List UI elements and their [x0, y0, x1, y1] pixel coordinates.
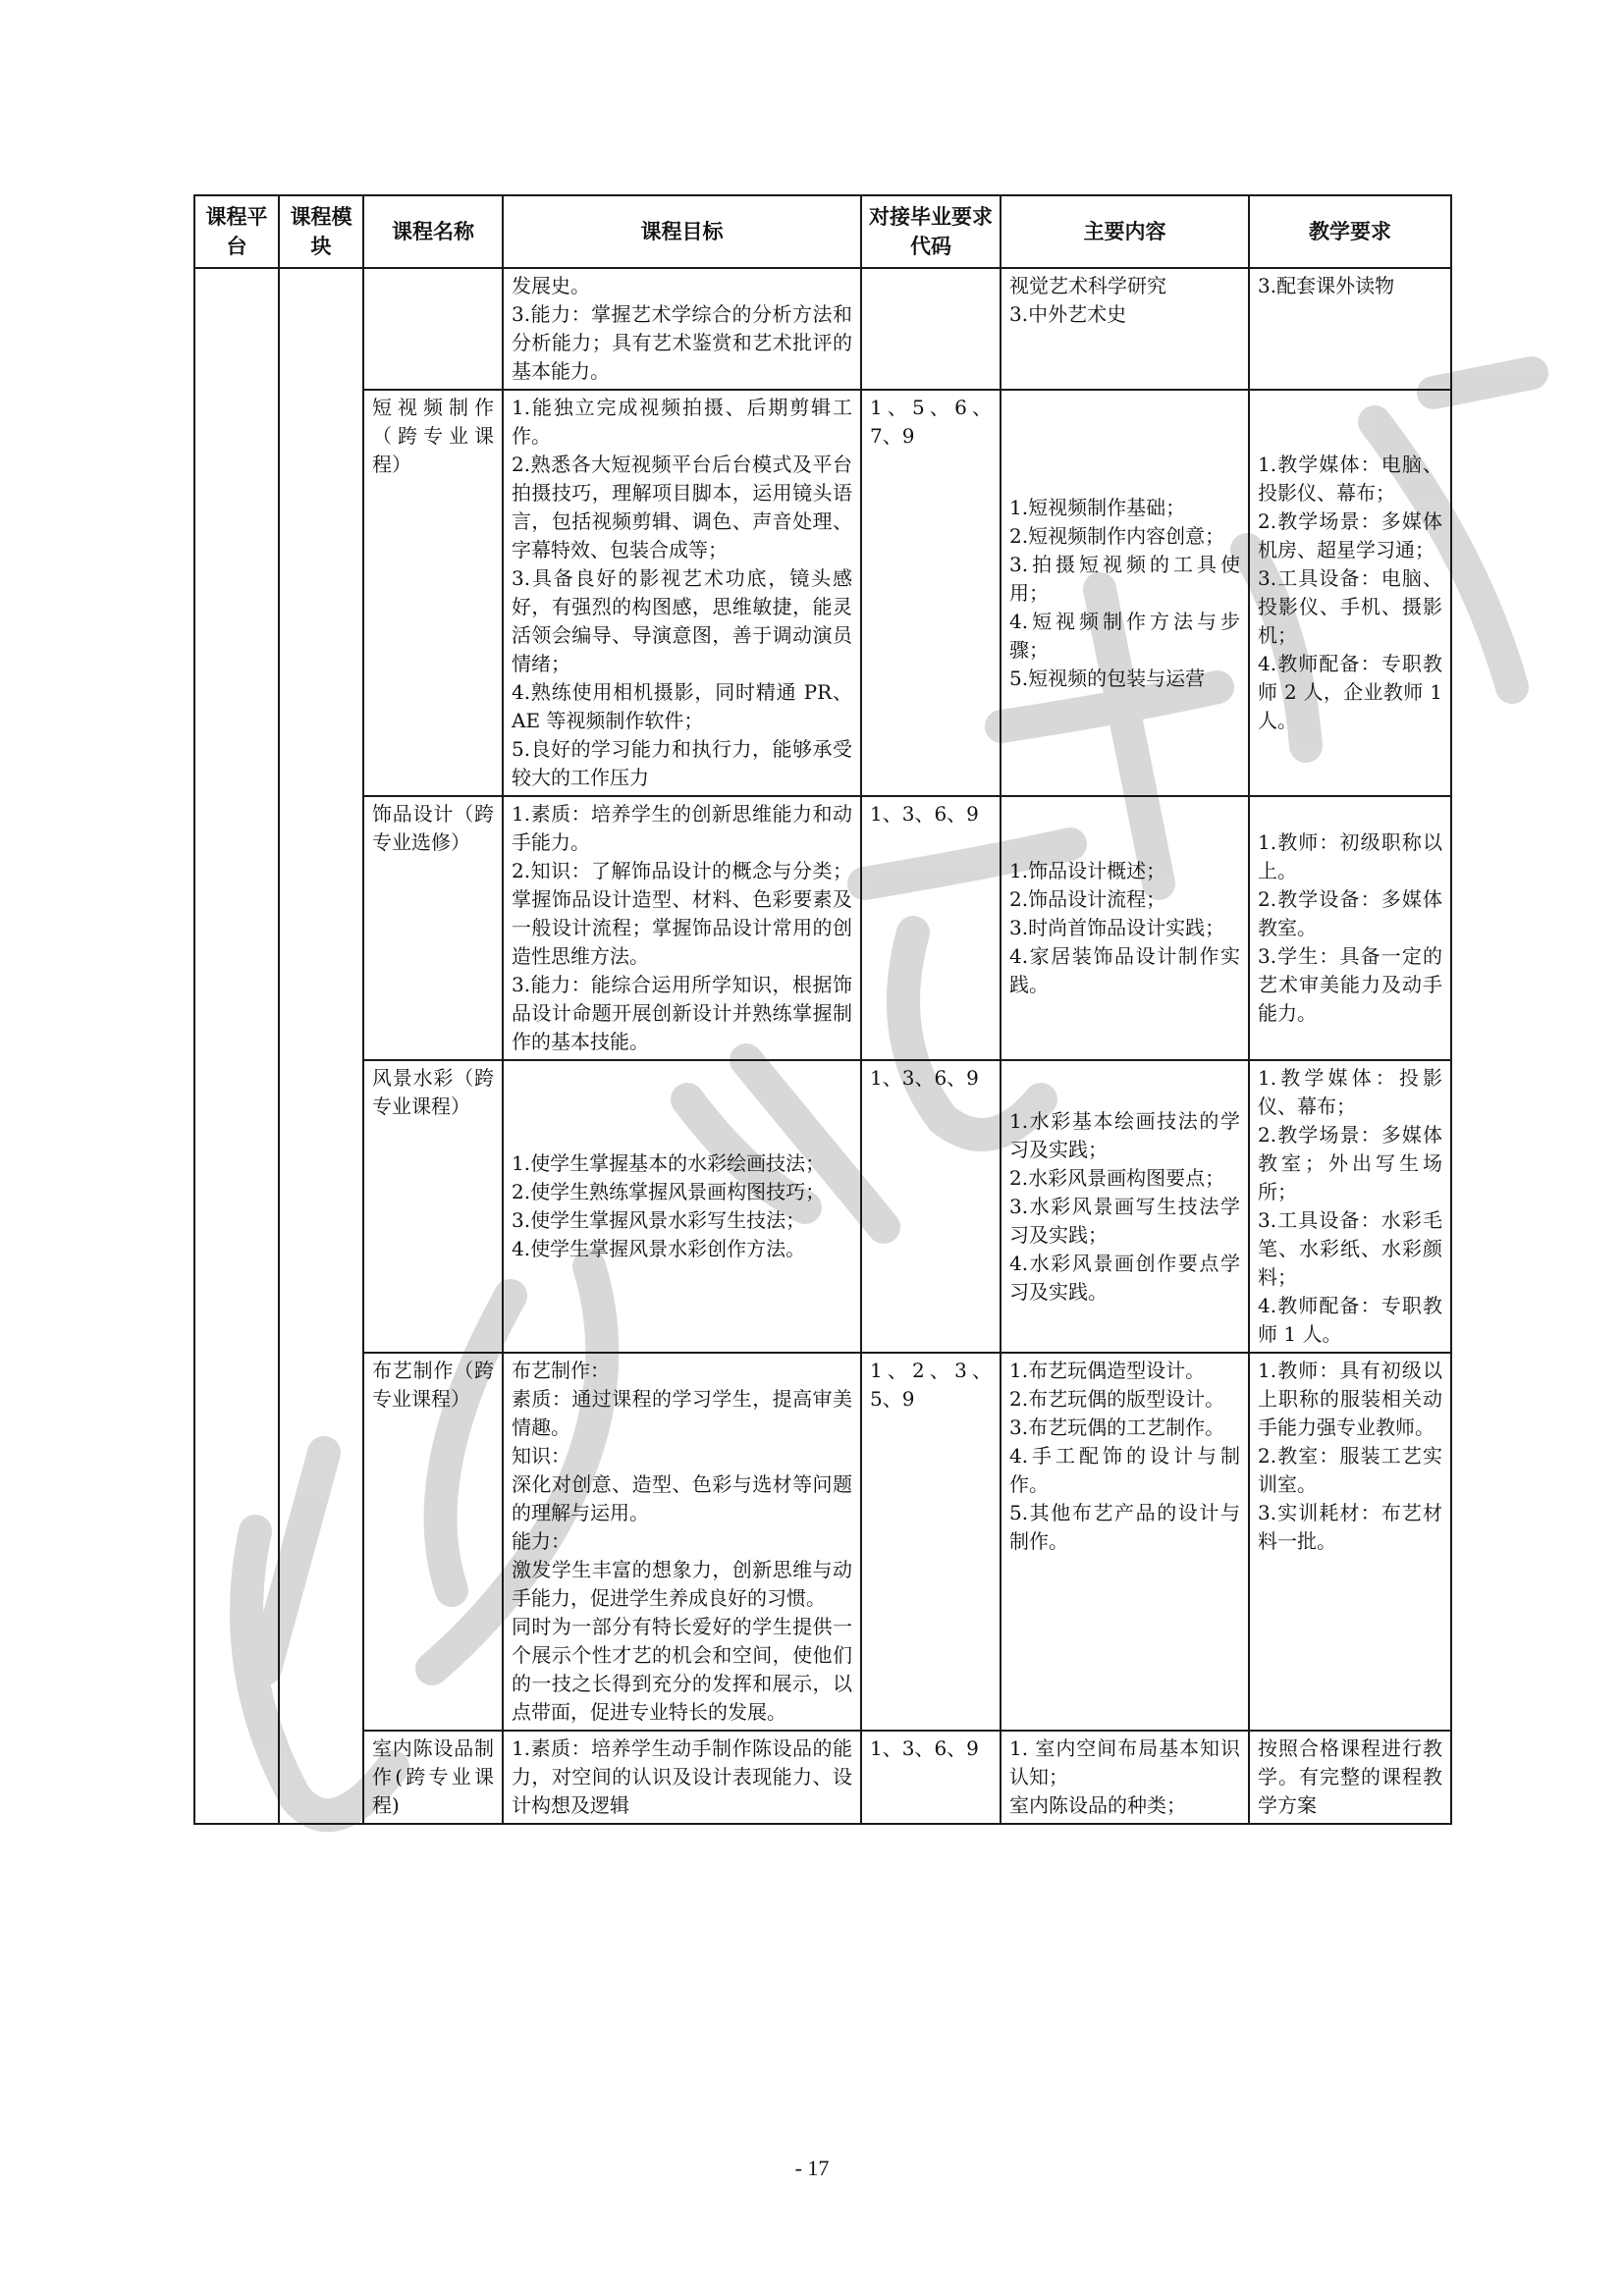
goal-line: 2.知识：了解饰品设计的概念与分类；掌握饰品设计造型、材料、色彩要素及一般设计流程；掌握饰品设计常用的创造性思维方法。: [512, 859, 852, 968]
goal-line: 能力：: [512, 1529, 570, 1553]
goal-line: 3.能力：能综合运用所学知识，根据饰品设计命题开展创新设计并熟练掌握制作的基本技能。: [512, 973, 852, 1053]
requirement-line: 2.教学场景：多媒体机房、超星学习通；: [1258, 509, 1442, 561]
goal-line: 3.具备良好的影视艺术功底，镜头感好，有强烈的构图感，思维敏捷，能灵活领会编导、导演意图，善于调动演员情绪；: [512, 566, 852, 675]
goal-cell: [503, 268, 861, 390]
requirement-line: 4.教师配备：专职教师 1 人。: [1258, 1294, 1442, 1346]
header-platform: 课程平台: [194, 195, 279, 268]
header-goal: 课程目标: [503, 195, 861, 268]
table-row: [194, 390, 1451, 796]
content-line: 5.其他布艺产品的设计与制作。: [1009, 1501, 1240, 1553]
code-cell: 1、3、6、9: [861, 1060, 1001, 1353]
header-requirement: 教学要求: [1249, 195, 1451, 268]
content-line: 5.短视频的包装与运营: [1009, 666, 1206, 690]
goal-line: 2.使学生熟练掌握风景画构图技巧；: [512, 1180, 826, 1203]
table-row: [194, 1353, 1451, 1731]
platform-cell: [194, 268, 279, 1824]
content-line: 2.布艺玩偶的版型设计。: [1009, 1387, 1225, 1411]
course-name-cell: 布艺制作（跨专业课程）: [363, 1353, 503, 1731]
content-line: 3.中外艺术史: [1009, 302, 1127, 326]
requirement-cell: [1249, 268, 1451, 390]
course-name-cell: 室内陈设品制作(跨专业课程): [363, 1731, 503, 1824]
code-cell: 1、3、6、9: [861, 796, 1001, 1060]
content-line: 1.水彩基本绘画技法的学习及实践；: [1009, 1108, 1240, 1161]
requirement-cell: [1249, 1060, 1451, 1353]
content-line: 1.饰品设计概述；: [1009, 859, 1166, 882]
requirement-line: 2.教室：服装工艺实训室。: [1258, 1444, 1442, 1496]
content-cell: [1001, 390, 1249, 796]
header-code: 对接毕业要求代码: [861, 195, 1001, 268]
header-content: 主要内容: [1001, 195, 1249, 268]
goal-line: 发展史。: [512, 274, 590, 297]
goal-line: 5.良好的学习能力和执行力，能够承受较大的工作压力: [512, 737, 852, 789]
content-line: 4.家居装饰品设计制作实践。: [1009, 944, 1240, 996]
requirement-line: 4.教师配备：专职教师 2 人，企业教师 1 人。: [1258, 652, 1442, 732]
requirement-line: 1.教学媒体：投影仪、幕布；: [1258, 1066, 1442, 1118]
requirement-line: 1.教学媒体：电脑、投影仪、幕布；: [1258, 453, 1442, 505]
course-name-cell: 风景水彩（跨专业课程）: [363, 1060, 503, 1353]
goal-line: 知识：: [512, 1444, 570, 1468]
content-line: 1.布艺玩偶造型设计。: [1009, 1359, 1206, 1382]
content-line: 视觉艺术科学研究: [1009, 274, 1166, 297]
content-line: 3.拍摄短视频的工具使用；: [1009, 552, 1240, 605]
header-module: 课程模块: [279, 195, 363, 268]
table-row: [194, 1731, 1451, 1824]
content-line: 2.饰品设计流程；: [1009, 887, 1166, 911]
goal-line: 1.能独立完成视频拍摄、后期剪辑工作。: [512, 396, 852, 448]
course-table: [193, 194, 1452, 1825]
requirement-cell: [1249, 796, 1451, 1060]
content-line: 室内陈设品的种类；: [1009, 1793, 1186, 1817]
code-cell: 1、5、6、7、9: [861, 390, 1001, 796]
goal-line: 2.熟悉各大短视频平台后台模式及平台拍摄技巧，理解项目脚本，运用镜头语言，包括视频剪辑、调色、声音处理、字幕特效、包装合成等；: [512, 453, 852, 561]
content-line: 3.水彩风景画写生技法学习及实践；: [1009, 1194, 1240, 1247]
content-cell: [1001, 796, 1249, 1060]
content-cell: [1001, 1353, 1249, 1731]
table-row: [194, 268, 1451, 390]
content-line: 4.手工配饰的设计与制作。: [1009, 1444, 1240, 1496]
content-line: 1. 室内空间布局基本知识认知；: [1009, 1736, 1240, 1789]
goal-cell: [503, 1353, 861, 1731]
page-number: - 17: [794, 2156, 830, 2180]
goal-line: 3.使学生掌握风景水彩写生技法；: [512, 1208, 806, 1232]
content-line: 3.布艺玩偶的工艺制作。: [1009, 1415, 1225, 1439]
code-cell: 1、2、3、5、9: [861, 1353, 1001, 1731]
content-line: 4.水彩风景画创作要点学习及实践。: [1009, 1251, 1240, 1304]
requirement-line: 3.学生：具备一定的艺术审美能力及动手能力。: [1258, 944, 1442, 1025]
content-cell: [1001, 268, 1249, 390]
content-line: 3.时尚首饰品设计实践；: [1009, 916, 1225, 939]
requirement-cell: [1249, 1353, 1451, 1731]
goal-cell: [503, 1731, 861, 1824]
content-cell: [1001, 1731, 1249, 1824]
goal-line: 4.熟练使用相机摄影，同时精通 PR、AE 等视频制作软件；: [512, 680, 852, 732]
goal-line: 激发学生丰富的想象力，创新思维与动手能力，促进学生养成良好的习惯。: [512, 1558, 852, 1610]
requirement-line: 3.工具设备：电脑、投影仪、手机、摄影机；: [1258, 566, 1442, 647]
content-line: 4.短视频制作方法与步骤；: [1009, 609, 1240, 662]
course-name-cell: 饰品设计（跨专业选修）: [363, 796, 503, 1060]
requirement-line: 1.教师：初级职称以上。: [1258, 830, 1442, 882]
code-cell: 1、3、6、9: [861, 1731, 1001, 1824]
requirement-line: 3.实训耗材：布艺材料一批。: [1258, 1501, 1442, 1553]
goal-cell: [503, 390, 861, 796]
table-header-row: [194, 195, 1451, 268]
course-name-cell: [363, 268, 503, 390]
goal-line: 3.能力：掌握艺术学综合的分析方法和分析能力；具有艺术鉴赏和艺术批评的基本能力。: [512, 302, 852, 383]
goal-cell: [503, 796, 861, 1060]
requirement-line: 2.教学设备：多媒体教室。: [1258, 887, 1442, 939]
content-cell: [1001, 1060, 1249, 1353]
requirement-cell: [1249, 390, 1451, 796]
goal-line: 深化对创意、造型、色彩与选材等问题的理解与运用。: [512, 1472, 852, 1524]
goal-line: 1.素质：培养学生的创新思维能力和动手能力。: [512, 802, 852, 854]
module-cell: [279, 268, 363, 1824]
goal-line: 同时为一部分有特长爱好的学生提供一个展示个性才艺的机会和空间，使他们的一技之长得到充分的发挥和展示，以点带面，促进专业特长的发展。: [512, 1615, 852, 1724]
requirement-line: 1.教师：具有初级以上职称的服装相关动手能力强专业教师。: [1258, 1359, 1442, 1439]
goal-line: 布艺制作：: [512, 1359, 610, 1382]
goal-line: 素质：通过课程的学习学生，提高审美情趣。: [512, 1387, 852, 1439]
requirement-line: 按照合格课程进行教学。有完整的课程教学方案: [1258, 1736, 1442, 1817]
goal-cell: [503, 1060, 861, 1353]
code-cell: [861, 268, 1001, 390]
requirement-line: 3.工具设备：水彩毛笔、水彩纸、水彩颜料；: [1258, 1208, 1442, 1289]
goal-line: 1.素质：培养学生动手制作陈设品的能力，对空间的认识及设计表现能力、设计构想及逻辑: [512, 1736, 852, 1817]
requirement-line: 2.教学场景：多媒体教室；外出写生场所；: [1258, 1123, 1442, 1203]
course-name-cell: 短视频制作（跨专业课程）: [363, 390, 503, 796]
requirement-line: 3.配套课外读物: [1258, 274, 1395, 297]
goal-line: 1.使学生掌握基本的水彩绘画技法；: [512, 1151, 826, 1175]
header-name: 课程名称: [363, 195, 503, 268]
table-row: [194, 1060, 1451, 1353]
content-line: 2.水彩风景画构图要点；: [1009, 1165, 1225, 1190]
content-line: 2.短视频制作内容创意；: [1009, 523, 1225, 548]
content-line: 1.短视频制作基础；: [1009, 495, 1186, 519]
requirement-cell: [1249, 1731, 1451, 1824]
table-row: [194, 796, 1451, 1060]
goal-line: 4.使学生掌握风景水彩创作方法。: [512, 1237, 806, 1260]
